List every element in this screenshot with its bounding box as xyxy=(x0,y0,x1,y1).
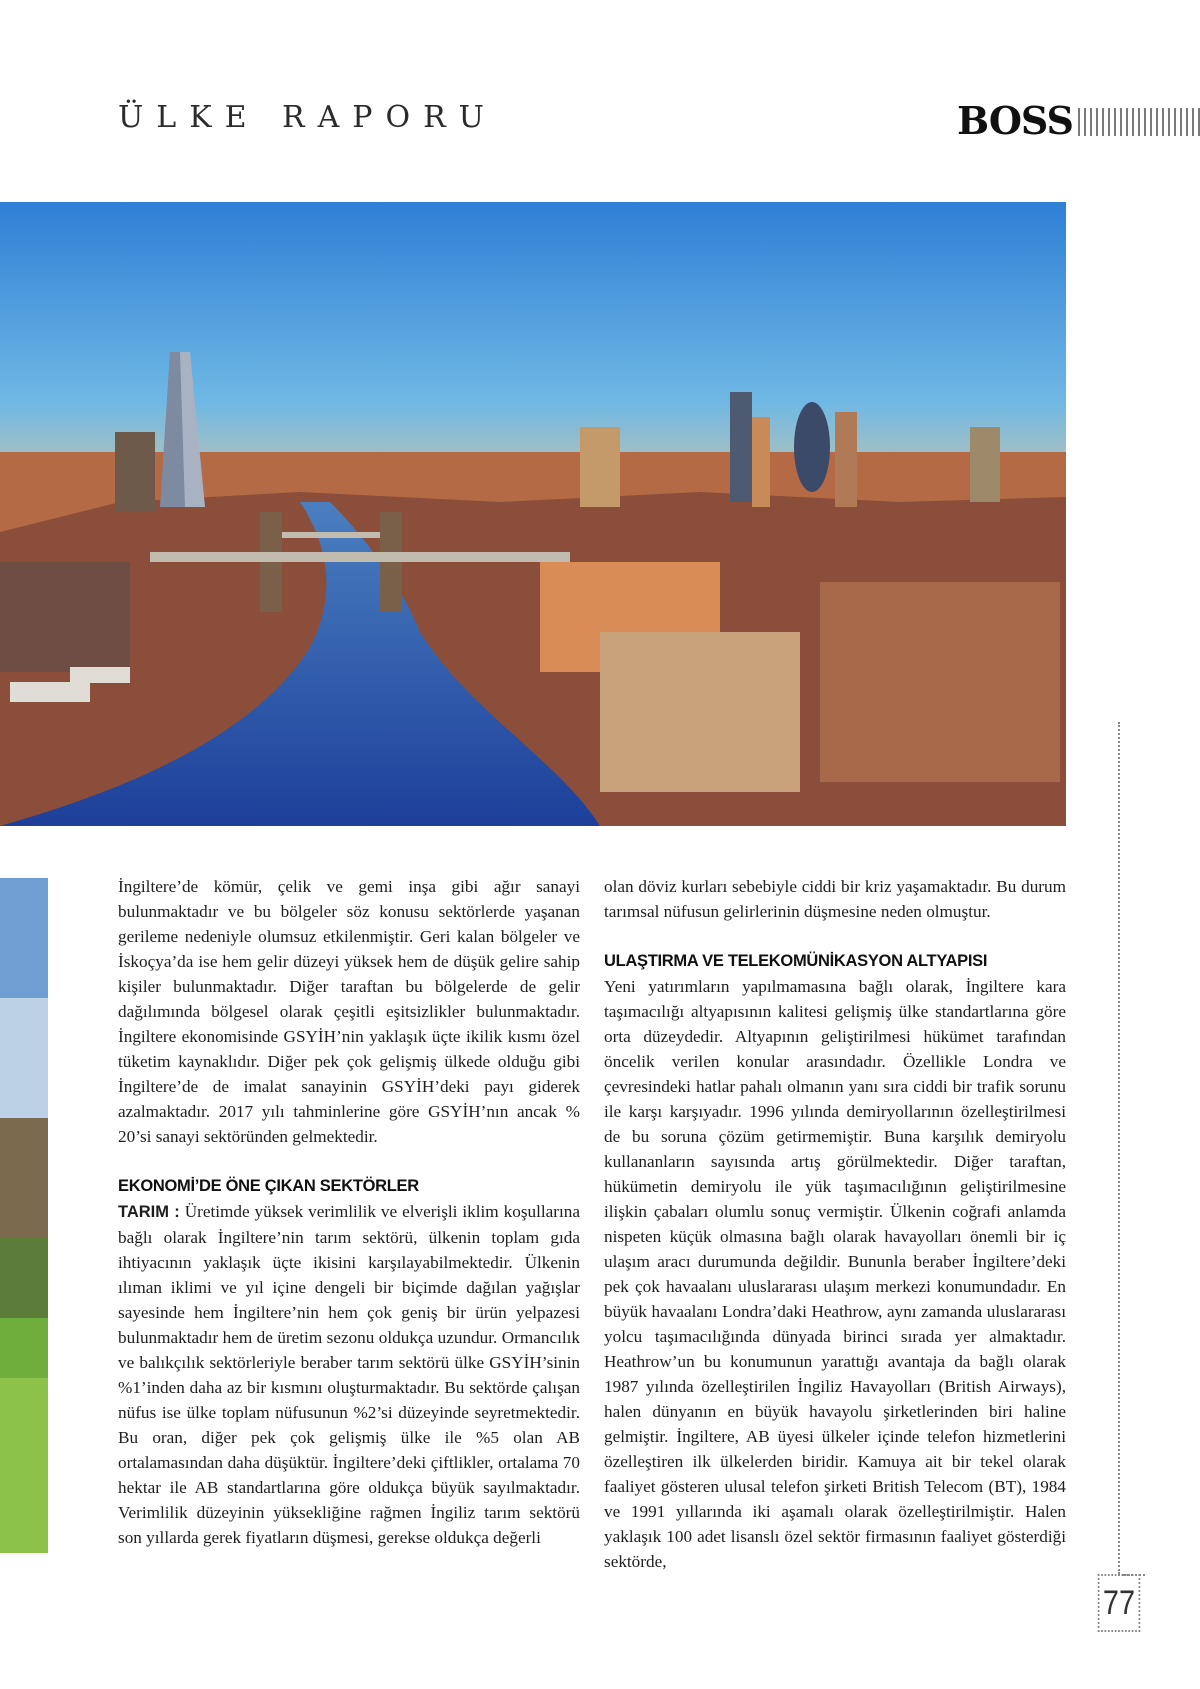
agriculture-body: Üretimde yüksek verimlilik ve elverişli iklim koşullarına bağlı olarak İngiltere’nin tarım sektörü, ülkenin toplam gıda ihtiyacının yaklaşık üçte ikisini karşılayabilmektedir. Ülkenin ılıman iklimi ve yıl içine dengeli bir biçimde dağılan yağışlar sayesinde hem İngiltere’nin hem çok geniş bir ürün yelpazesi bulunmaktadır hem de üretim sezonu oldukça uzundur. Ormancılık ve balıkçılık sektörleriyle beraber tarım sektörü ülke GSYİH’sinin %1’inden daha az bir kısmını oluşturmaktadır. Bu sektörde çalışan nüfus ise ülke toplam nüfusunun %2’si düzeyinde seyretmektedir. Bu oran, diğer pek çok gelişmiş ülke ile %5 olan AB ortalamasından daha düşüktür. İngiltere’deki çiftlikler, ortalama 70 hektar ile AB standartlarına göre oldukça büyük sayılmaktadır. Verimlilik düzeyinin yüksekliğine rağmen İngiliz tarım sektörü son yıllarda gerek fiyatların düşmesi, gerekse oldukça değerli xyxy=(118,1202,580,1547)
agriculture-lead: TARIM : xyxy=(118,1203,180,1221)
section-heading-transport: ULAŞTIRMA VE TELEKOMÜNİKASYON ALTYAPISI xyxy=(604,952,988,970)
section-title: ÜLKE RAPORU xyxy=(118,100,497,135)
left-intro-paragraph: İngiltere’de kömür, çelik ve gemi inşa gibi ağır sanayi bulunmaktadır ve bu bölgeler söz konusu sektörlerde yaşanan gerileme nedeniyle olumsuz etkilenmiştir. Geri kalan bölgeler ve İskoçya’da ise hem gelir düzeyi yüksek hem de düşük gelire sahip kişiler bulunmaktadır. Diğer taraftan bu bölgelerde de gelir dağılımında bölgesel olarak çeşitli eşitsizlikler bulunmaktadır. İngiltere ekonomisinde GSYİH’nin yaklaşık üçte ikilik kısmı özel tüketim kaynaklıdır. Diğer pek çok gelişmiş ülkede olduğu gibi İngiltere’de de imalat sanayinin GSYİH’deki payı giderek azalmaktadır. 2017 yılı tahminlerine göre GSYİH’nın ancak % 20’si sanayi sektöründen gelmektedir. xyxy=(118,877,580,1146)
transport-paragraph: Yeni yatırımların yapılmamasına bağlı olarak, İngiltere kara taşımacılığı altyapısının kalitesi gelişmiş ülke standartlarına göre orta düzeydedir. Altyapının geliştirilmesi hükümet tarafından öncelik verilen konular arasındadır. Özellikle Londra ve çevresindeki hatlar pahalı olmanın yanı sıra ciddi bir trafik sorunu ile karşı karşıyadır. 1996 yılında demiryollarının özelleştirilmesi de bu soruna çözüm getirmemiştir. Buna karşılık demiryolu kullananların sayısında artış görülmektedir. Diğer taraftan, hükümetin demiryolu ile yük taşımacılığının geliştirilmesine ilişkin çabaları olumlu sonuç vermiştir. Ülkenin coğrafi anlamda nispeten küçük olmasına bağlı olarak havayolları önemli bir iç ulaşım aracı durumunda değildir. Bununla beraber İngiltere’deki pek çok havaalanı uluslararası ulaşım merkezi konumundadır. En büyük havaalanı Londra’daki Heathrow, aynı zamanda uluslararası yolcu taşımacılığında dünyada birinci sırada yer almaktadır. Heathrow’un bu konumunun yarattığı avantaja da bağlı olarak 1987 yılında özelleştirilen İngiliz Havayolları (British Airways), halen dünyanın en büyük havayolu şirketlerinden biri haline gelmiştir. İngiltere, AB üyesi ülkeler içinde telefon hizmetlerini özelleştiren ilk ülkelerden biridir. Kamuya ait bir tekel olarak faaliyet gösteren ulusal telefon şirketi British Telecom (BT), 1984 ve 1991 yıllarında iki aşamalı olarak özelleştirilmiştir. Halen yaklaşık 100 adet lisanslı özel sektör firmasının faaliyet gösterdiği sektörde, xyxy=(604,977,1066,1571)
brand-logo: BOSS xyxy=(957,98,1073,143)
hero-image-london xyxy=(0,202,1066,826)
barcode-decoration xyxy=(1078,108,1200,136)
right-intro-paragraph: olan döviz kurları sebebiyle ciddi bir kriz yaşamaktadır. Bu durum tarımsal nüfusun gelirlerinin düşmesine neden olmuştur. xyxy=(604,877,1066,921)
dotted-line-vertical xyxy=(1118,722,1120,1574)
section-heading-sectors: EKONOMİ’DE ÖNE ÇIKAN SEKTÖRLER xyxy=(118,1177,419,1195)
side-image-countryside xyxy=(0,878,48,1553)
left-column xyxy=(118,874,580,1550)
page-number: 77 xyxy=(1098,1574,1141,1632)
agriculture-paragraph xyxy=(118,1199,580,1550)
right-column xyxy=(604,874,1066,1574)
